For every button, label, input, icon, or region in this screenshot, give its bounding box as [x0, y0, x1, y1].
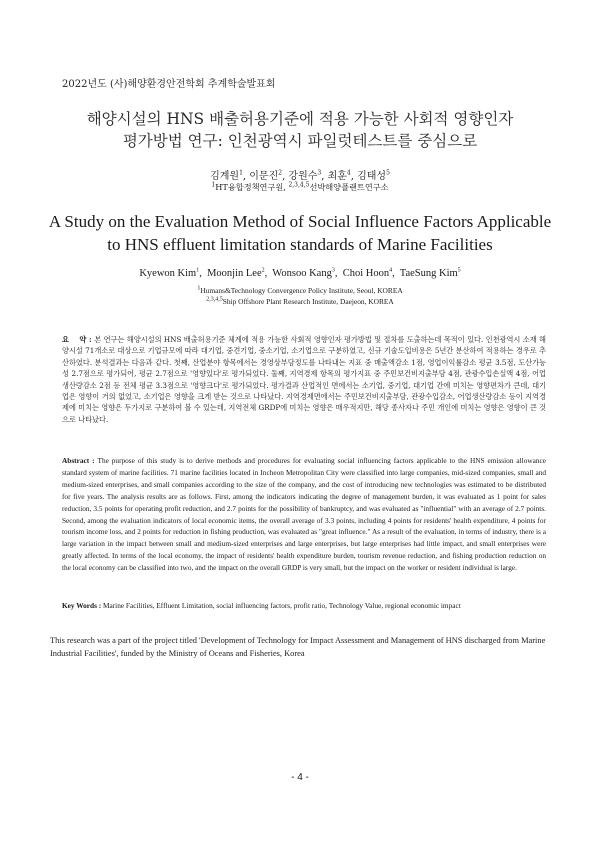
korean-authors: 김계원$^1$, 이문진$^2$, 강원수$^3$, 최훈$^4$, 김태성$^5$: [210, 169, 390, 182]
affil-text: 선박해양플랜트연구소: [309, 182, 389, 192]
english-title-line-2: to HNS effluent limitation standards of Marine Facilities: [107, 235, 493, 254]
affil-text: Ship Offshore Plant Research Institute, Daejeon, KOREA: [222, 297, 394, 306]
author-sup: 3: [331, 267, 335, 274]
keywords-label: Key Words :: [62, 601, 104, 610]
author-name: 강원수: [288, 171, 318, 182]
author-name: 최훈: [327, 171, 347, 182]
keywords-text: Marine Facilities, Effluent Limitation, social influencing factors, profit ratio, Technology Value, regional economic impact: [103, 601, 461, 610]
affil-sup: 1: [211, 181, 216, 189]
author-name: TaeSung Kim: [399, 268, 458, 279]
english-abstract-text: The purpose of this study is to derive methods and procedures for evaluating social influencing factors applicable to the HNS emission allowance standard system of marine facilities. 71 marine facilities located in Incheon Metropolitan City were classified into large companies, mid-sized companies, small and medium-sized enterprises, and small companies according to the size of the company, and the cost of introducing new technologies was estimated to be distributed for five years. The analysis results are as follows. First, among the indicators indicating the degree of management burden, it was evaluated as 1 point for sales reduction, 3.5 points for operating profit reduction, and 2.7 points for the possibility of bankruptcy, and was evaluated as "influential" with an average of 2.7 points. Second, among the evaluation indicators of local economic items, the overall average of 3.3 points, including 4 points for residents' health expenditure, 4 points for tourism income loss, and 2 points for reduction in fishing production, was evaluated as "great influence." As a result of the evaluation, in terms of industry, there is a large variation in the impact between small and medium-sized enterprises and large enterprises, but large enterprises had little impact, and small enterprises were greatly affected. In terms of the local economy, the impact of residents' health expenditure burden, tourism revenue reduction, and fishing production reduction on the local economy can be classified into two, and the impact on the overall GRDP is very small, but the impact on the worker or resident individual is large.: [62, 456, 546, 573]
english-title: [20, 210, 580, 256]
affil-sup: 1: [197, 285, 201, 292]
author-name: Wonsoo Kang: [272, 268, 332, 279]
english-affiliation-1: [0, 286, 600, 295]
author-name: Choi Hoon: [342, 268, 390, 279]
author-name: 김계원: [210, 171, 240, 182]
author-sup: 4: [389, 267, 393, 274]
korean-abstract-label: 요 약 :: [62, 335, 95, 344]
author-name: Moonjin Lee: [207, 268, 262, 279]
conference-header: 2022년도 (사)해양환경안전학회 추계학술발표회: [62, 79, 276, 90]
affil-sup: 2,3,4,5: [288, 181, 310, 189]
korean-title-line-2: 평가방법 연구: 인천광역시 파일럿테스트를 중심으로: [122, 132, 478, 150]
author-name: 김태성: [357, 171, 387, 182]
author-sup: 2: [278, 169, 283, 177]
author-sup: 3: [317, 169, 322, 177]
english-abstract-label: Abstract :: [62, 456, 98, 465]
korean-title-line-1: 해양시설의 HNS 배출허용기준에 적용 가능한 사회적 영향인자: [86, 110, 514, 128]
author-sup: 2: [261, 267, 265, 274]
keywords: [62, 601, 546, 610]
author-sup: 1: [196, 267, 200, 274]
korean-title: [40, 108, 560, 152]
page-number: - 4 -: [291, 772, 309, 783]
author-sup: 5: [386, 169, 390, 177]
korean-affiliations: [0, 182, 600, 193]
affil-sup: 2,3,4,5: [206, 296, 223, 303]
english-affiliation-2: [0, 297, 600, 306]
korean-abstract-text: 본 연구는 해양시설의 HNS 배출허용기준 체계에 적용 가능한 사회적 영향인자 평가방법 및 절차를 도출하는데 목적이 있다. 인천광역시 소재 해양시설 71개소로 대상으로 기업규모에 따라 대기업, 중견기업, 중소기업, 소기업으로 구분하였고, 신규 기술도입비용은 5년간 분산하여 적용하는 경우로 추산하였다. 분석결과는 다음과 같다. 첫째, 산업분야 항목에서는 경영상부담정도를 나타내는 지표 중 매출액감소 1점, 영업이익률감소 평균 3.5점, 도산가능성 2.7점으로 평가되어, 평균 2.7점으로 '영향있다'로 평가되었다. 둘째, 지역경제 항목의 평가지표 중 주민보건비지출부담 4점, 관광수입손실액 4점, 어업생산량감소 2점 등 전체 평균 3.3점으로 '영향크다'로 평가되었다. 평가결과 산업적인 면에서는 소기업, 중기업, 대기업 간에 미치는 영향편차가 큰데, 대기업은 영향이 거의 없었고, 소기업은 영향을 크게 받는 것으로 나타났다. 지역경제면에서는 주민보건비지출부담, 관광수입감소, 어업생산량감소 등이 지역경제에 미치는 영향은 두가지로 구분하여 볼 수 있는데, 지역전체 GRDP에 미치는 영향은 매우적지만, 해당 종사자나 주민 개인에 미치는 영향은 영향이 큰 것으로 나타났다.: [62, 335, 546, 424]
author-sup: 4: [346, 169, 351, 177]
english-authors: Kyewon Kim$^1$, Moonjin Lee$^2$, Wonsoo Kang$^3$, Choi Hoon$^4$, TaeSung Kim$^5$: [139, 267, 461, 279]
author-sup: 1: [239, 169, 243, 177]
author-name: 이문진: [249, 171, 279, 182]
affil-text: Humans&Technology Convergence Policy Institute, Seoul, KOREA: [200, 286, 403, 295]
author-sup: 5: [457, 267, 461, 274]
author-name: Kyewon Kim: [139, 268, 197, 279]
affil-text: HT융합정책연구원,: [215, 182, 289, 192]
english-abstract: [62, 455, 546, 574]
funding-note: This research was a part of the project titled 'Development of Technology for Impact Assessment and Management of HNS discharged from Marine Industrial Facilities', funded by the Ministry of Oceans and Fisheries, Korea: [50, 636, 546, 658]
english-title-line-1: A Study on the Evaluation Method of Social Influence Factors Applicable: [48, 212, 552, 231]
korean-abstract: [62, 334, 546, 425]
